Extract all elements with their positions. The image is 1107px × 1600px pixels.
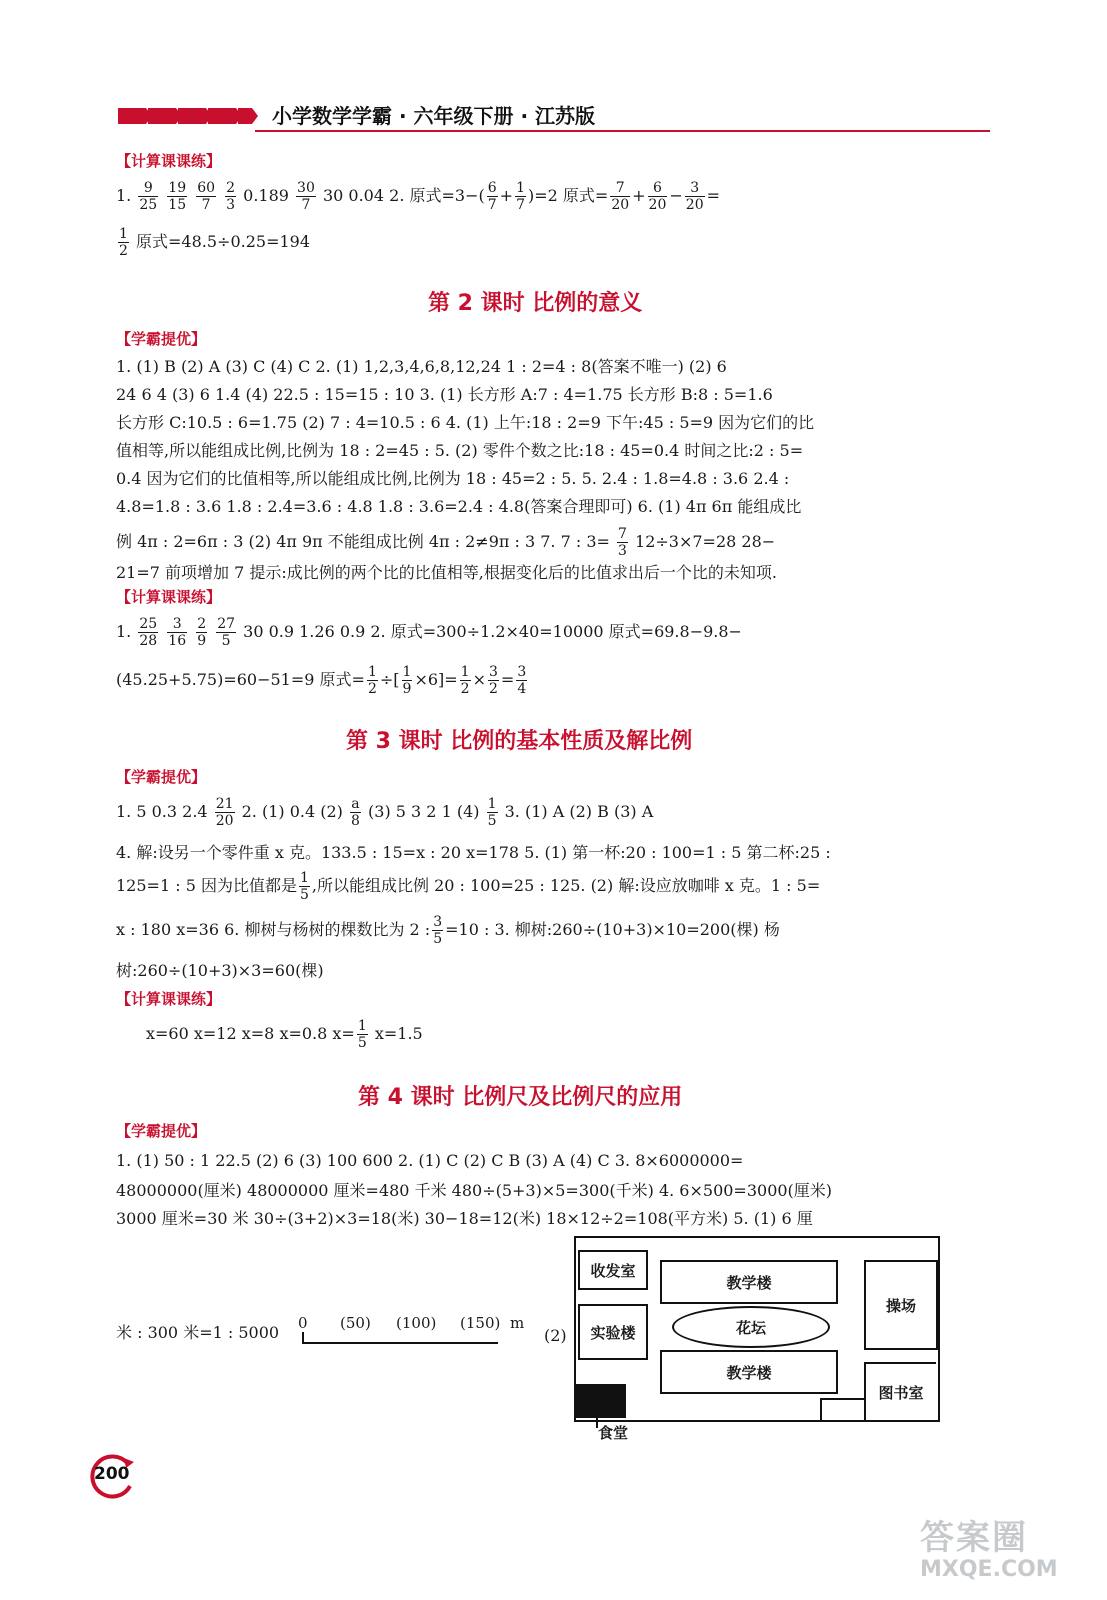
answer-line: 3000 厘米=30 米 30÷(3+2)×3=18(米) 30−18=12(米) 18×12÷2=108(平方米) 5. (1) 6 厘: [116, 1209, 813, 1228]
answer-line: 例 4π : 2=6π : 3 (2) 4π 9π 不能组成比例 4π : 2≠9π : 3 7. 7 : 3= $\frac{7}{3}$ 12÷3×7=28 28−: [116, 526, 776, 559]
scale-tick-label: (150): [460, 1314, 501, 1332]
scale-unit: m: [510, 1314, 525, 1332]
answer-line: 4.8=1.8 : 3.6 1.8 : 2.4=3.6 : 4.8 1.8 : 3.6=2.4 : 4.8(答案合理即可) 6. (1) 4π 6π 能组成比: [116, 497, 802, 516]
map-library: 图书室: [864, 1362, 936, 1420]
section-label-improve: 【学霸提优】: [116, 768, 207, 786]
section-label-improve: 【学霸提优】: [116, 1122, 207, 1140]
section-label-improve: 【学霸提优】: [116, 330, 207, 348]
scale-tick-label: 0: [298, 1314, 308, 1332]
answer-line: x : 180 x=36 6. 柳树与杨树的棵数比为 2 : $\frac{3}{5}$ =10 : 3. 柳树:260÷(10+3)×10=200(棵) 杨: [116, 914, 780, 947]
answer-line: 24 6 4 (3) 6 1.4 (4) 22.5 : 15=15 : 10 3. (1) 长方形 A:7 : 4=1.75 长方形 B:8 : 5=1.6: [116, 385, 773, 404]
section-label-calc: 【计算课课练】: [116, 152, 222, 170]
map-playground: 操场: [864, 1260, 938, 1350]
answer-line: 21=7 前项增加 7 提示:成比例的两个比的比值相等,根据变化后的比值求出后一个比的未知项.: [116, 563, 777, 582]
map-wall: [820, 1398, 822, 1420]
school-map: [574, 1236, 940, 1422]
answer-line: 125=1 : 5 因为比值都是 $\frac{1}{5}$ ,所以能组成比例 20 : 100=25 : 125. (2) 解:设应放咖啡 x 克。1 : 5=: [116, 870, 821, 903]
answer-line: 4. 解:设另一个零件重 x 克。133.5 : 15=x : 20 x=178 5. (1) 第一杯:20 : 100=1 : 5 第二杯:25 :: [116, 843, 831, 862]
section-label-calc: 【计算课课练】: [116, 588, 222, 606]
answer-line: 1. (1) B (2) A (3) C (4) C 2. (1) 1,2,3,4,6,8,12,24 1 : 2=4 : 8(答案不唯一) (2) 6: [116, 357, 727, 376]
scale-tick-label: (50): [340, 1314, 371, 1332]
map-garden: 花坛: [672, 1306, 830, 1348]
answer-line: x=60 x=12 x=8 x=0.8 x= $\frac{1}{5}$ x=1.5: [146, 1018, 423, 1051]
answer-line: 1. 5 0.3 2.4 $\frac{21}{20}$ 2. (1) 0.4 (2) $\frac{a}{8}$ (3) 5 3 2 1 (4) $\frac{1}{5}$ 3. (1) A (2) B (3) A: [116, 796, 654, 829]
map-teaching-building-bottom: 教学楼: [660, 1350, 838, 1394]
part-label: (2): [544, 1326, 567, 1345]
answer-line: 48000000(厘米) 48000000 厘米=480 千米 480÷(5+3)×5=300(千米) 4. 6×500=3000(厘米): [116, 1181, 833, 1200]
map-mail-room: 收发室: [578, 1250, 648, 1290]
scale-tick-label: (100): [396, 1314, 437, 1332]
answer-line: 长方形 C:10.5 : 6=1.75 (2) 7 : 4=10.5 : 6 4. (1) 上午:18 : 2=9 下午:45 : 5=9 因为它们的比: [116, 413, 815, 432]
page-number: 200: [94, 1464, 130, 1484]
answer-line: $\frac{1}{2}$ 原式=48.5÷0.25=194: [119, 226, 311, 259]
answer-line: 树:260÷(10+3)×3=60(棵): [116, 961, 324, 980]
watermark-url: MXQE.COM: [920, 1557, 1058, 1582]
map-wall: [820, 1398, 866, 1400]
answer-line: 1. $\frac{25}{28}$ $\frac{3}{16}$ $\frac{2}{9}$ $\frac{27}{5}$ 30 0.9 1.26 0.9 2. 原式=300÷1.2×40=10000 原式=69.8−9.8−: [116, 616, 742, 649]
answer-line: 米 : 300 米=1 : 5000: [116, 1323, 280, 1342]
map-teaching-building-top: 教学楼: [660, 1260, 838, 1304]
answer-line: (45.25+5.75)=60−51=9 原式= $\frac{1}{2}$ ÷[ $\frac{1}{9}$ ×6]= $\frac{1}{2}$ × $\frac{3}{2}$ = $\frac{3}{4}$: [116, 664, 527, 697]
header-title: 小学数学学霸 · 六年级下册 · 江苏版: [272, 104, 596, 128]
watermark-text: 答案圈: [920, 1518, 1028, 1558]
lesson-title: 第 4 课时 比例尺及比例尺的应用: [358, 1085, 683, 1110]
watermark: [920, 1510, 1058, 1582]
section-label-calc: 【计算课课练】: [116, 990, 222, 1008]
answer-line: 值相等,所以能组成比例,比例为 18 : 2=45 : 5. (2) 零件个数之比:18 : 45=0.4 时间之比:2 : 5=: [116, 441, 804, 460]
map-canteen-label: 食堂: [598, 1424, 629, 1442]
answer-line: 1. (1) 50 : 1 22.5 (2) 6 (3) 100 600 2. (1) C (2) C B (3) A (4) C 3. 8×6000000=: [116, 1151, 744, 1170]
answer-line: 0.4 因为它们的比值相等,所以能组成比例,比例为 18 : 45=2 : 5. 5. 2.4 : 1.8=4.8 : 3.6 2.4 :: [116, 469, 790, 488]
header-decoration: [118, 104, 248, 124]
page-number-badge: [88, 1452, 134, 1498]
lesson-title: 第 3 课时 比例的基本性质及解比例: [346, 729, 693, 754]
header-rule: [255, 130, 990, 132]
map-canteen-block: [576, 1384, 626, 1418]
map-lab: 实验楼: [578, 1304, 648, 1360]
answer-line: 1. $\frac{9}{25}$ $\frac{19}{15}$ $\frac{60}{7}$ $\frac{2}{3}$ 0.189 $\frac{30}{7}$ 30 0.04 2. 原式=3−( $\frac{6}{7}$ + $\frac{1}{7}$ )=2 原式= $\frac{7}{20}$ + $\frac{6}{20}$ − $\frac{3}{20}$ =: [116, 180, 721, 213]
lesson-title: 第 2 课时 比例的意义: [428, 291, 643, 316]
scale-bar: [298, 1314, 528, 1348]
